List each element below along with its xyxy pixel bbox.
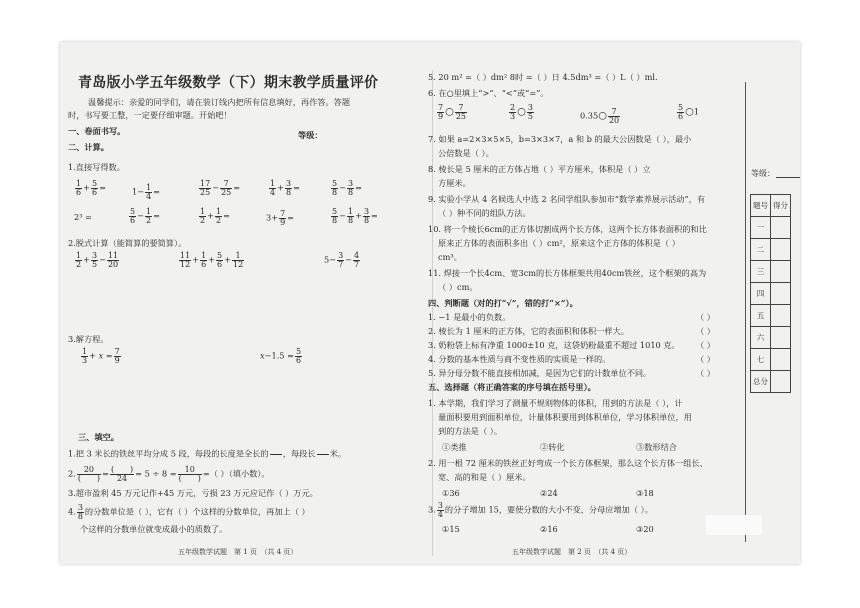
choice-1b: 量面积要用到面积单位，计量体积要用到体积单位，学习体积单位，用 (438, 412, 692, 422)
side-grade-blank (776, 177, 800, 178)
choice-3-opt3: ③20 (636, 524, 654, 534)
score-row-label: 四 (751, 283, 771, 305)
score-table (750, 194, 791, 393)
score-row-label: 总分 (751, 371, 771, 393)
calc-2-1: 2³ = (74, 212, 92, 222)
choice-2a: 2. 用一根 72 厘米的铁丝正好弯成一个长方体框架，那么这个长方体一组长、 (428, 458, 708, 468)
compare-4: $\frac{5}{6}$ ○1 (678, 103, 700, 121)
judge-2: 2. 棱长为 1 厘米的正方体，它的表面积和体积一样大。 (428, 326, 629, 336)
judge-5-answer: （ ） (696, 368, 715, 378)
section-fill-blank: 三、填空。 (78, 432, 119, 442)
calc-2-5: $\frac{5}{8}$ − $\frac{1}{8}$ + $\frac{3}{8}$ = (332, 207, 378, 225)
section-choice: 五、选择题（将正确答案的序号填在括号里）。 (428, 382, 596, 392)
fill-q10b: 原来正方体的表面积多出（ ）cm²，原来这个正方体的体积是（ ） (438, 238, 680, 248)
score-row-label: 三 (751, 261, 771, 283)
choice-1a: 1. 本学期，我们学习了测量不规则物体的体积，用到的方法是（ ），计 (428, 398, 683, 408)
calc-2-2: $\frac{5}{6}$ − $\frac{1}{2}$ = (130, 207, 160, 225)
judge-4: 4. 分数的基本性质与商不变性质的实质是一样的。 (428, 354, 611, 364)
compare-2: $\frac{2}{3}$ ○ $\frac{3}{5}$ (510, 103, 533, 121)
tip-line-2: 时，书写要工整，一定要仔细审题。开始吧！ (68, 110, 232, 120)
choice-2b: 宽、高的和是（ ）厘米。 (438, 472, 531, 482)
fill-q6: 6. 在○里填上“>”、“<”或“=”。 (428, 88, 549, 98)
compare-3: 0.35○ $\frac{7}{20}$ (580, 107, 620, 125)
score-row-label: 一 (751, 217, 771, 239)
page-footer-2: 五年级数学试题 第 2 页 （共 4 页） (512, 548, 632, 556)
score-header-score: 得分 (771, 195, 791, 217)
binding-line (745, 82, 746, 542)
fill-q8a: 8. 棱长是 5 厘米的正方体占地（ ）平方厘米，体积是（ ）立 (428, 164, 651, 174)
score-cell (771, 283, 791, 305)
side-grade-label: 等级： (751, 169, 775, 178)
fill-q4: 4. $\frac{3}{8}$ 的分数单位是（ ），它有（ ）个这样的分数单位，再加上（ ） (68, 503, 310, 521)
section-judge: 四、判断题（对的打“√”，错的打“×”）。 (428, 298, 578, 308)
fill-q10a: 10. 将一个棱长6cm的正方体切割成两个长方体，这两个长方体表面积的和比 (428, 224, 707, 234)
judge-1-answer: （ ） (696, 312, 715, 322)
q1-direct-answers: 1.直接写得数。 (68, 162, 125, 172)
equation-2: x−1.5 = $\frac{5}{6}$ (260, 347, 302, 365)
fill-q9a: 9. 实验小学从 4 名候选人中选 2 名同学组队参加市“数学素养展示活动”，有 (428, 194, 706, 204)
fill-q9b: （ ）种不同的组队方法。 (438, 208, 531, 218)
calc-1-3: $\frac{17}{25}$ − $\frac{7}{25}$ = (200, 179, 241, 197)
step-calc-1: $\frac{1}{2}$ + $\frac{3}{5}$ − $\frac{11}{20}$ (76, 251, 119, 269)
fill-q10c: cm³。 (438, 252, 462, 262)
section-calculation: 二、计算。 (68, 142, 109, 152)
fill-q11b: （ ）cm。 (438, 282, 478, 292)
score-cell (771, 239, 791, 261)
choice-3: 3. $\frac{3}{4}$ 的分子增加 15，要使分数的大小不变，分母应增加（ ）。 (428, 501, 653, 519)
page-footer-1: 五年级数学试题 第 1 页 （共 4 页） (178, 548, 298, 556)
calc-2-3: $\frac{1}{2}$ + $\frac{1}{2}$ = (200, 207, 230, 225)
score-header-question: 题号 (751, 195, 771, 217)
judge-3-answer: （ ） (696, 340, 715, 350)
equation-1: $\frac{1}{3}$ + x = $\frac{7}{9}$ (82, 347, 120, 365)
calc-1-4: $\frac{1}{4}$ + $\frac{3}{8}$ = (270, 179, 300, 197)
compare-1: $\frac{7}{9}$ ○ $\frac{7}{25}$ (438, 103, 467, 121)
step-calc-3: 5− $\frac{3}{7}$ − $\frac{4}{7}$ (324, 251, 360, 269)
calc-1-5: $\frac{5}{8}$ − $\frac{3}{8}$ = (332, 179, 362, 197)
judge-4-answer: （ ） (696, 354, 715, 364)
judge-5: 5. 异分母分数不能直接相加减，是因为它们的计数单位不同。 (428, 368, 652, 378)
choice-1-opt2: ②转化 (540, 442, 565, 452)
fill-q7b: 公倍数是（ ）。 (438, 148, 494, 158)
step-calc-2: $\frac{11}{12}$ + $\frac{1}{6}$ + $\frac{5}{6}$ + $\frac{1}{12}$ (180, 251, 244, 269)
score-row-label: 二 (751, 239, 771, 261)
judge-3: 3. 奶粉袋上标有净重 1000±10 克，这袋奶粉最重不超过 1010 克。 (428, 340, 680, 350)
section-handwriting: 一、卷面书写。 (68, 126, 126, 136)
tip-line-1: 温馨提示：亲爱的同学们，请在装订线内把所有信息填好，再作答。答题 (88, 97, 351, 107)
choice-1-opt3: ③数形结合 (636, 442, 677, 452)
fill-q3: 3.超市盈利 45 万元记作+45 万元，亏损 23 万元应记作（ ）万元。 (68, 488, 318, 498)
fill-q5: 5. 20 m² =（ ）dm² 8时 =（ ）日 4.5dm³ =（ ）L（ ）ml. (428, 72, 658, 82)
choice-1-opt1: ①类推 (442, 442, 467, 452)
judge-1: 1. −1 是最小的负数。 (428, 312, 511, 322)
fill-q4-cont: 个这样的分数单位就变成最小的质数了。 (80, 524, 228, 534)
exam-title: 青岛版小学五年级数学（下）期末教学质量评价 (78, 75, 379, 91)
score-cell (771, 305, 791, 327)
choice-2-opt3: ③18 (636, 488, 654, 498)
score-cell (771, 217, 791, 239)
choice-2-opt1: ①36 (442, 488, 460, 498)
score-row-label: 六 (751, 327, 771, 349)
fill-q1: 1.把 3 米长的铁丝平均分成 5 段，每段的长度是全长的 ，每段长 米。 (68, 446, 346, 463)
score-cell (771, 371, 791, 393)
score-row-label: 七 (751, 349, 771, 371)
fill-q2: 2. $\frac{20}{( )}$ = $\frac{( )}{24}$ = 5 ÷ 8 = $\frac{10}{( )}$ =（ ）（填小数）。 (68, 465, 270, 483)
choice-3-opt2: ②16 (540, 524, 558, 534)
score-cell (771, 349, 791, 371)
fill-q7a: 7. 如果 a=2×3×5×5，b=3×3×7，a 和 b 的最大公因数是（ ），最小 (428, 134, 692, 144)
judge-2-answer: （ ） (696, 326, 715, 336)
calc-1-1: $\frac{1}{6}$ + $\frac{5}{6}$ = (76, 179, 106, 197)
fill-q8b: 方厘米。 (438, 178, 471, 188)
choice-3-opt1: ①15 (442, 524, 460, 534)
score-cell (771, 261, 791, 283)
score-row-label: 五 (751, 305, 771, 327)
redacted-area (706, 515, 762, 535)
q3-equations: 3.解方程。 (68, 334, 109, 344)
score-cell (771, 327, 791, 349)
choice-1c: 到的方法是（ ）。 (438, 426, 503, 436)
grade-label: 等级： (298, 130, 323, 140)
q2-stepwise: 2.脱式计算（能简算的要简算）。 (68, 238, 187, 248)
fill-q11a: 11. 焊接一个长4cm、宽3cm的长方体框架共用40cm铁丝，这个框架的高为 (428, 268, 707, 278)
choice-2-opt2: ②24 (540, 488, 558, 498)
exam-paper (60, 42, 800, 564)
calc-1-2: 1− $\frac{1}{4}$ = (132, 183, 161, 201)
calc-2-4: 3+ $\frac{7}{9}$ = (266, 209, 295, 227)
